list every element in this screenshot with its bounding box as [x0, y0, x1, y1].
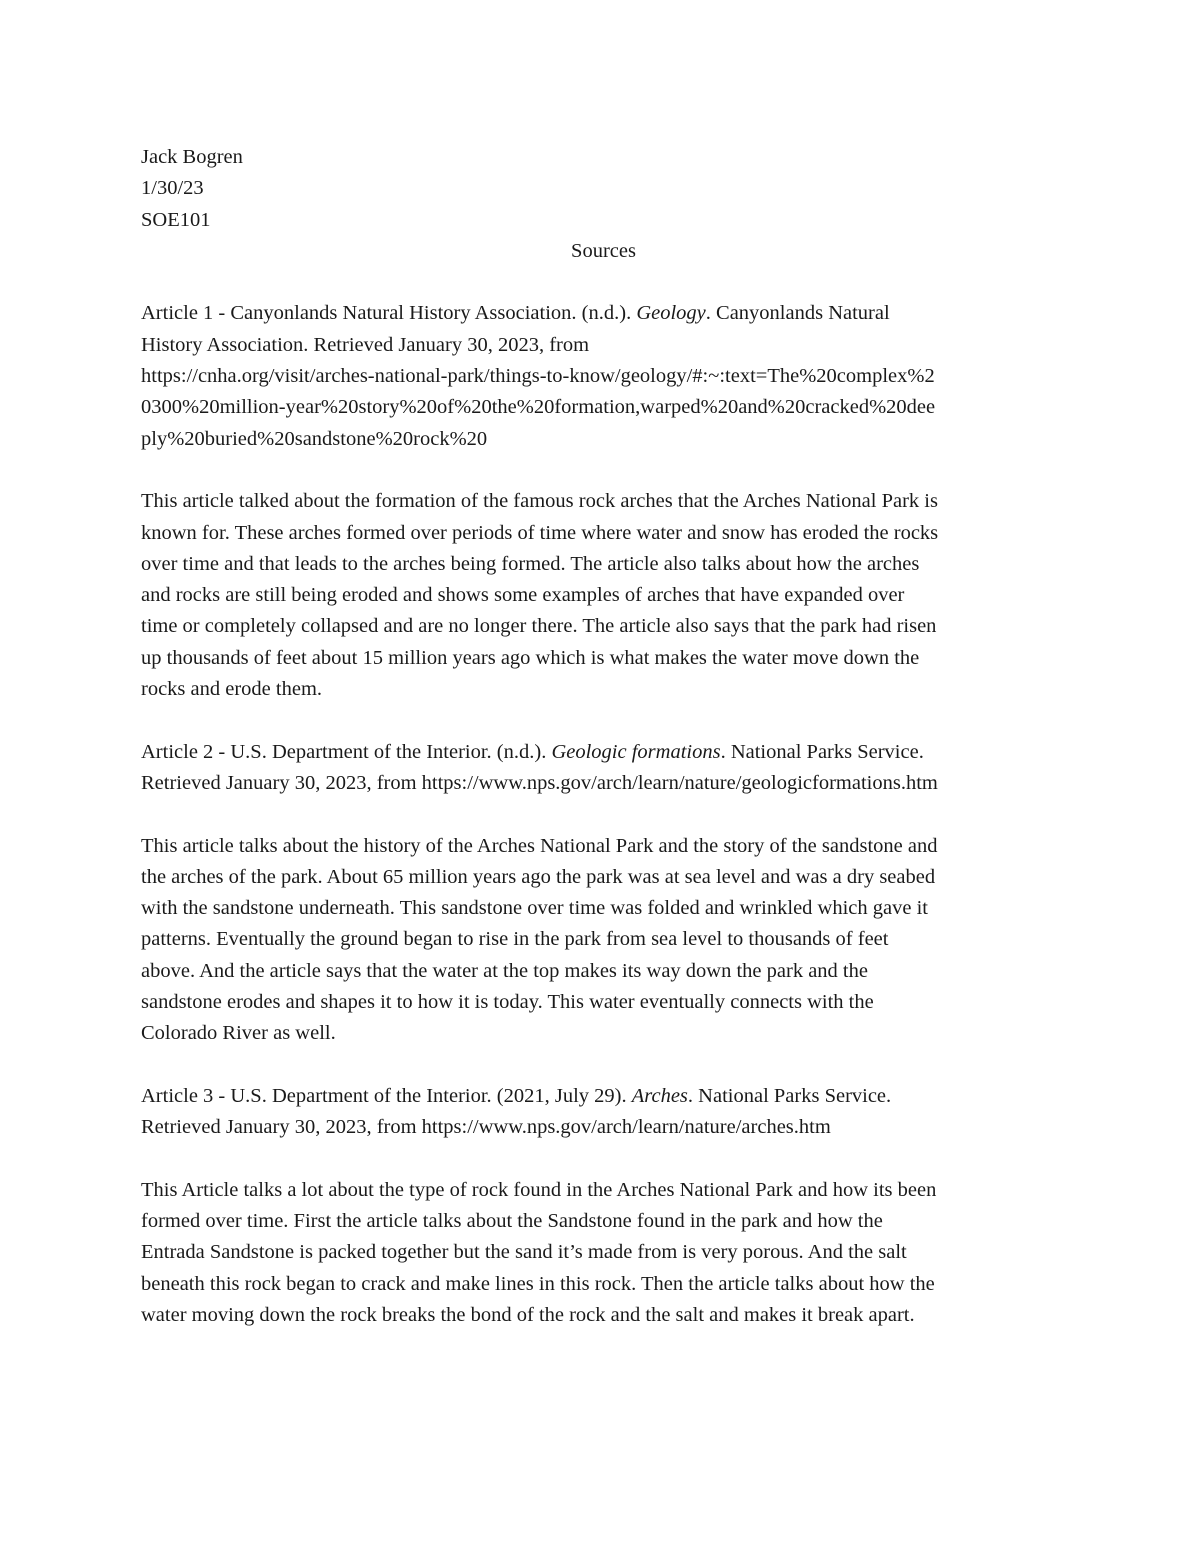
- summary-line: rocks and erode them.: [141, 678, 323, 701]
- article-2-citation: [141, 737, 1066, 800]
- document-date: 1/30/23: [141, 177, 204, 200]
- citation-title: Arches: [631, 1084, 688, 1107]
- page-title: Sources: [571, 239, 636, 262]
- spacer: [141, 1144, 1066, 1175]
- spacer: [141, 705, 1066, 736]
- citation-prefix: Article 1 - Canyonlands Natural History Association. (n.d.).: [141, 302, 637, 325]
- citation-suffix: . Canyonlands Natural: [705, 302, 890, 325]
- summary-line: water moving down the rock breaks the bond of the rock and the salt and makes it break apart.: [141, 1303, 915, 1326]
- citation-line[interactable]: Retrieved January 30, 2023, from https://www.nps.gov/arch/learn/nature/arches.htm: [141, 1116, 831, 1139]
- summary-line: known for. These arches formed over periods of time where water and snow has eroded the rocks: [141, 521, 939, 544]
- summary-line: This article talked about the formation of the famous rock arches that the Arches National Park is: [141, 490, 938, 513]
- summary-line: Entrada Sandstone is packed together but the sand it’s made from is very porous. And the salt: [141, 1241, 907, 1264]
- citation-suffix: . National Parks Service.: [687, 1084, 892, 1107]
- citation-line: History Association. Retrieved January 30, 2023, from: [141, 333, 590, 356]
- citation-url-line[interactable]: 0300%20million-year%20story%20of%20the%20formation,warped%20and%20cracked%20dee: [141, 396, 936, 419]
- article-2-summary: [141, 831, 1066, 1050]
- article-1-citation: [141, 298, 1066, 454]
- citation-url-line[interactable]: https://cnha.org/visit/arches-national-park/things-to-know/geology/#:~:text=The%20complex%2: [141, 365, 935, 388]
- article-3-summary: [141, 1175, 1066, 1331]
- summary-line: up thousands of feet about 15 million years ago which is what makes the water move down the: [141, 646, 920, 669]
- spacer: [141, 267, 1066, 298]
- summary-line: beneath this rock began to crack and make lines in this rock. Then the article talks about how the: [141, 1272, 935, 1295]
- summary-line: This Article talks a lot about the type of rock found in the Arches National Park and how its been: [141, 1178, 937, 1201]
- summary-line: with the sandstone underneath. This sandstone over time was folded and wrinkled which gave it: [141, 897, 928, 920]
- article-3-citation: [141, 1081, 1066, 1144]
- summary-line: over time and that leads to the arches being formed. The article also talks about how the arches: [141, 552, 920, 575]
- author-name: Jack Bogren: [141, 146, 243, 168]
- summary-line: the arches of the park. About 65 million years ago the park was at sea level and was a dry seabed: [141, 865, 936, 888]
- citation-prefix: Article 2 - U.S. Department of the Interior. (n.d.).: [141, 740, 552, 763]
- summary-line: and rocks are still being eroded and shows some examples of arches that have expanded over: [141, 584, 905, 607]
- summary-line: above. And the article says that the water at the top makes its way down the park and the: [141, 959, 868, 982]
- citation-title: Geologic formations: [551, 740, 721, 763]
- citation-prefix: Article 3 - U.S. Department of the Interior. (2021, July 29).: [141, 1084, 632, 1107]
- spacer: [141, 455, 1066, 486]
- spacer: [141, 1050, 1066, 1081]
- summary-line: sandstone erodes and shapes it to how it is today. This water eventually connects with the: [141, 991, 874, 1014]
- citation-suffix: . National Parks Service.: [720, 740, 924, 763]
- article-1-summary: [141, 486, 1066, 705]
- citation-line[interactable]: Retrieved January 30, 2023, from https://www.nps.gov/arch/learn/nature/geologicformations.htm: [141, 771, 938, 794]
- citation-title: Geology: [636, 302, 706, 325]
- summary-line: patterns. Eventually the ground began to rise in the park from sea level to thousands of feet: [141, 928, 889, 951]
- course-code: SOE101: [141, 208, 211, 231]
- summary-line: time or completely collapsed and are no longer there. The article also says that the park had risen: [141, 615, 937, 638]
- document-page: [141, 142, 1066, 1331]
- summary-line: formed over time. First the article talks about the Sandstone found in the park and how the: [141, 1210, 883, 1233]
- summary-line: This article talks about the history of the Arches National Park and the story of the sandstone and: [141, 834, 938, 857]
- citation-url-line[interactable]: ply%20buried%20sandstone%20rock%20: [141, 427, 488, 450]
- summary-line: Colorado River as well.: [141, 1022, 336, 1045]
- spacer: [141, 799, 1066, 830]
